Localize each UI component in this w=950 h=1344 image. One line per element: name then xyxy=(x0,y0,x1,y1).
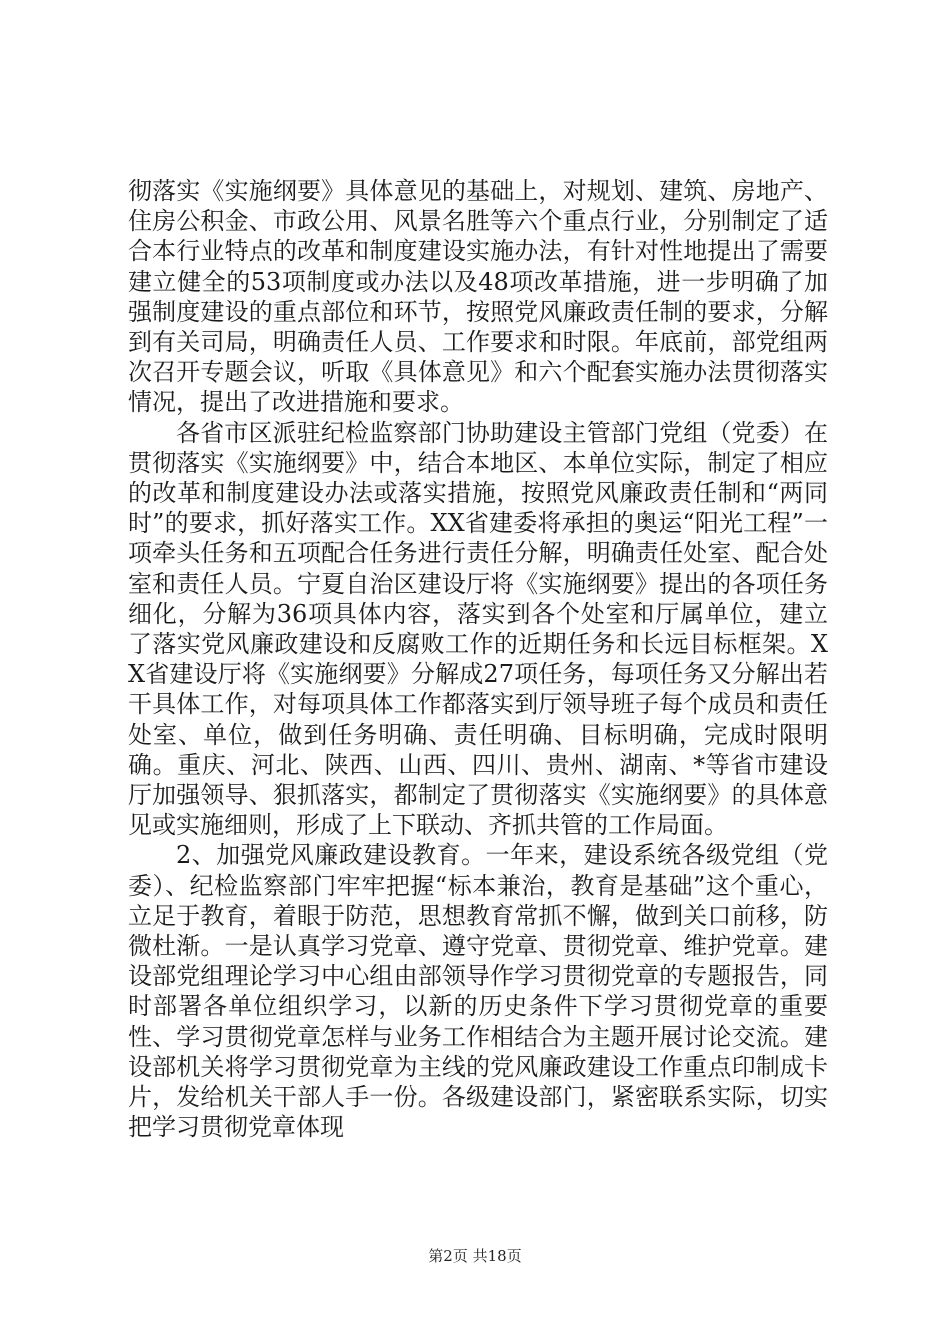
page-number-footer: 第2页 共18页 xyxy=(428,1247,522,1265)
document-body xyxy=(128,176,828,1143)
paragraph-integrity-education: 2、加强党风廉政建设教育。一年来，建设系统各级党组（党委）、纪检监察部门牢牢把握“标本兼治，教育是基础”这个重心，立足于教育，着眼于防范，思想教育常抓不懈，做到关口前移，防微杜渐。一是认真学习党章、遵守党章、贯彻党章、维护党章。建设部党组理论学习中心组由部领导作学习贯彻党章的专题报告，同时部署各单位组织学习，以新的历史条件下学习贯彻党章的重要性、学习贯彻党章怎样与业务工作相结合为主题开展讨论交流。建设部机关将学习贯彻党章为主线的党风廉政建设工作重点印制成卡片，发给机关干部人手一份。各级建设部门，紧密联系实际，切实把学习贯彻党章体现 xyxy=(128,841,828,1142)
paragraph-provincial-implementation: 各省市区派驻纪检监察部门协助建设主管部门党组（党委）在贯彻落实《实施纲要》中，结合本地区、本单位实际，制定了相应的改革和制度建设办法或落实措施，按照党风廉政责任制和“两同时”的要求，抓好落实工作。XX省建委将承担的奥运“阳光工程”一项牵头任务和五项配合任务进行责任分解，明确责任处室、配合处室和责任人员。宁夏自治区建设厅将《实施纲要》提出的各项任务细化，分解为36项具体内容，落实到各个处室和厅属单位，建立了落实党风廉政建设和反腐败工作的近期任务和长远目标框架。XX省建设厅将《实施纲要》分解成27项任务，每项任务又分解出若干具体工作，对每项具体工作都落实到厅领导班子每个成员和责任处室、单位，做到任务明确、责任明确、目标明确，完成时限明确。重庆、河北、陕西、山西、四川、贵州、湖南、*等省市建设厅加强领导、狠抓落实，都制定了贯彻落实《实施纲要》的具体意见或实施细则，形成了上下联动、齐抓共管的工作局面。 xyxy=(128,418,828,840)
paragraph-continuation: 彻落实《实施纲要》具体意见的基础上，对规划、建筑、房地产、住房公积金、市政公用、风景名胜等六个重点行业，分别制定了适合本行业特点的改革和制度建设实施办法，有针对性地提出了需要建立健全的53项制度或办法以及48项改革措施，进一步明确了加强制度建设的重点部位和环节，按照党风廉政责任制的要求，分解到有关司局，明确责任人员、工作要求和时限。年底前，部党组两次召开专题会议，听取《具体意见》和六个配套实施办法贯彻落实情况，提出了改进措施和要求。 xyxy=(128,177,828,417)
